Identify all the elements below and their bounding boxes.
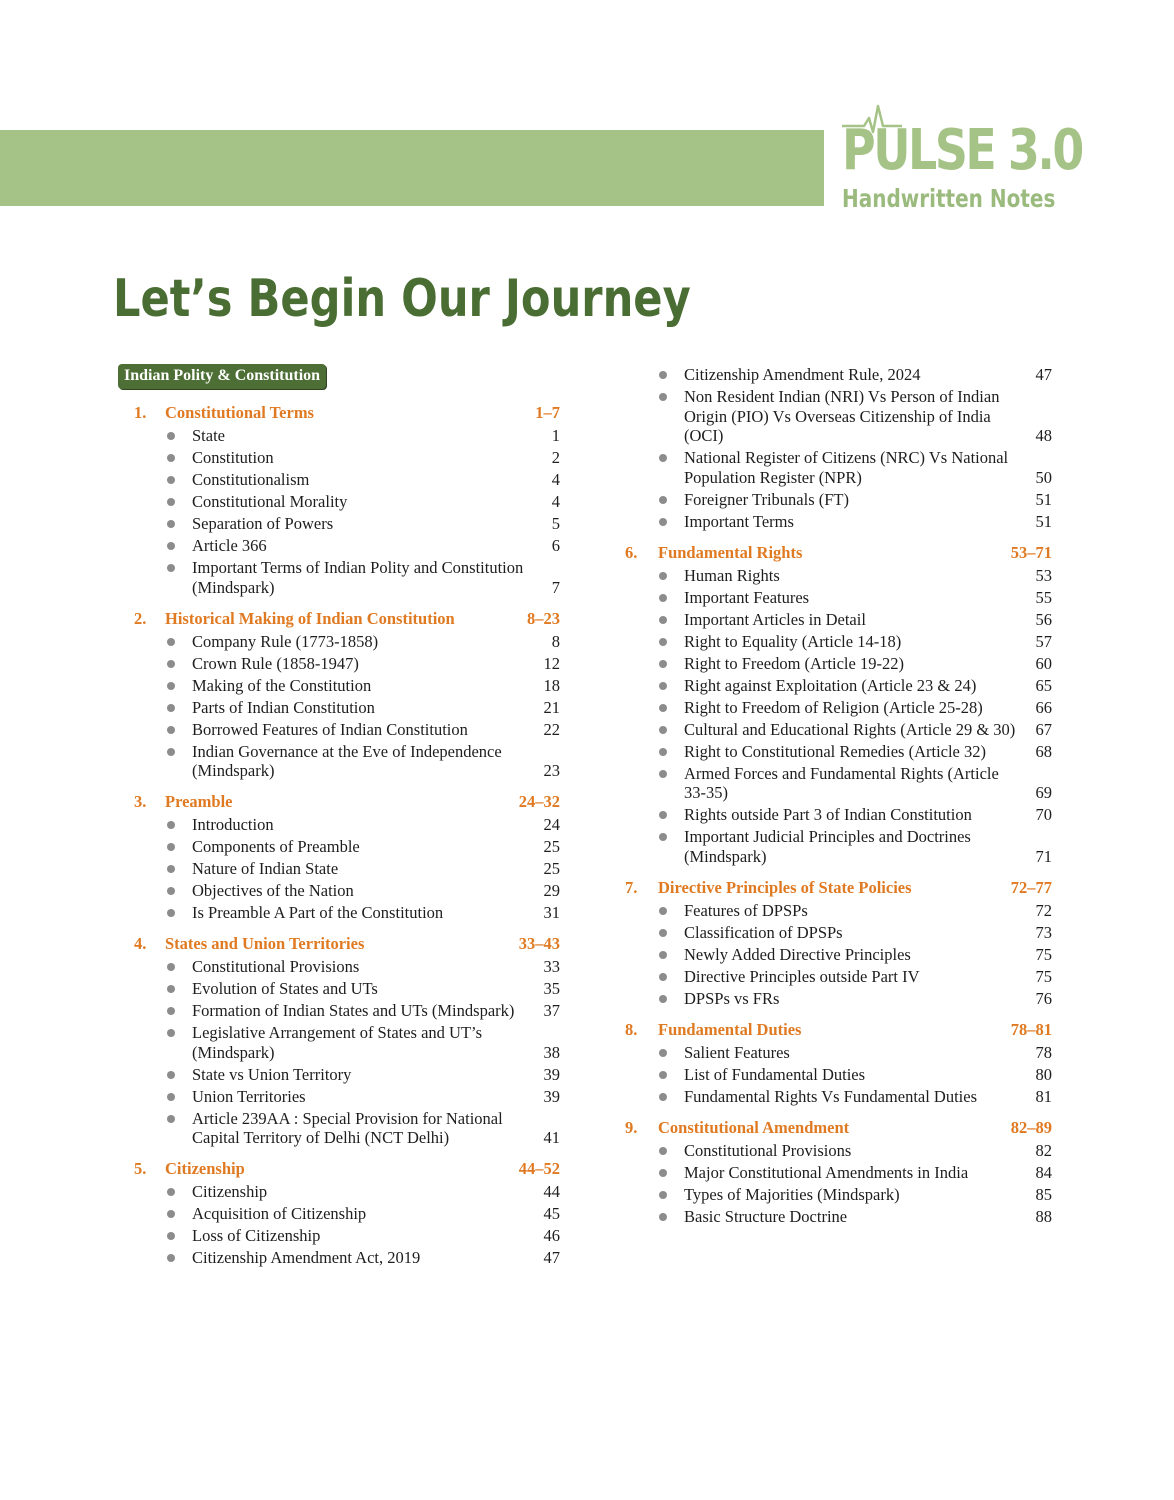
topic-title: DPSPs vs FRs (684, 988, 780, 1008)
page-title: Let’s Begin Our Journey (113, 269, 691, 329)
toc-topic[interactable] (625, 1206, 1052, 1228)
topic-title: Constitutionalism (192, 470, 310, 489)
chapter-pages: 1–7 (535, 403, 560, 422)
toc-topic[interactable] (625, 609, 1052, 631)
bullet-icon (167, 454, 175, 462)
toc-chapter[interactable] (625, 878, 1052, 897)
bullet-icon (167, 498, 175, 506)
chapter-title: Citizenship (165, 1159, 245, 1178)
topic-title: Crown Rule (1858-1947) (192, 653, 359, 673)
bullet-icon (167, 1071, 175, 1079)
toc-topic[interactable] (625, 1140, 1052, 1162)
topic-title: Constitutional Morality (192, 492, 348, 511)
topic-title: Important Terms of Indian Polity and Constitution (Mindspark) (192, 558, 524, 597)
toc-topic[interactable] (625, 1042, 1052, 1064)
bullet-icon (659, 1049, 667, 1057)
toc-topic[interactable] (118, 1022, 560, 1064)
topic-title: Salient Features (684, 1042, 790, 1062)
toc-chapter[interactable] (118, 934, 560, 953)
bullet-icon (167, 1093, 175, 1101)
topic-title: Right to Equality (Article 14-18) (684, 631, 902, 651)
toc-topic[interactable] (625, 900, 1052, 922)
topic-page: 75 (1035, 966, 1052, 986)
chapter-pages: 24–32 (518, 792, 560, 811)
topic-title: Separation of Powers (192, 514, 334, 533)
chapter-number: 5. (134, 1159, 147, 1178)
toc-topic[interactable] (625, 447, 1052, 489)
topic-page: 78 (1035, 1042, 1052, 1062)
bullet-icon (659, 995, 667, 1003)
bullet-icon (167, 887, 175, 895)
topic-page: 25 (543, 859, 560, 878)
topic-page: 33 (543, 957, 560, 976)
toc-topic[interactable] (118, 1203, 560, 1225)
toc-topic[interactable] (625, 653, 1052, 675)
topic-page: 48 (1035, 426, 1052, 445)
chapter-number: 2. (134, 608, 147, 628)
toc-chapter[interactable] (118, 792, 560, 811)
chapter-number: 9. (625, 1117, 638, 1137)
toc-topic[interactable] (118, 1064, 560, 1086)
toc-topic[interactable] (118, 858, 560, 880)
topic-page: 21 (543, 697, 560, 717)
bullet-icon (659, 371, 667, 379)
topic-title: Newly Added Directive Principles (684, 944, 911, 964)
bullet-icon (659, 572, 667, 580)
bullet-icon (167, 660, 175, 668)
toc-topic[interactable] (118, 880, 560, 902)
topic-page: 65 (1035, 675, 1052, 695)
bullet-icon (659, 833, 667, 841)
toc-topic[interactable] (625, 364, 1052, 386)
bullet-icon (659, 1213, 667, 1221)
topic-title: Constitutional Provisions (684, 1140, 852, 1160)
bullet-icon (659, 1191, 667, 1199)
bullet-icon (659, 726, 667, 734)
topic-page: 76 (1035, 988, 1052, 1008)
topic-page: 35 (543, 979, 560, 998)
toc-topic[interactable] (625, 826, 1052, 868)
bullet-icon (659, 704, 667, 712)
topic-page: 7 (551, 577, 560, 597)
topic-title: Right to Constitutional Remedies (Article 32) (684, 741, 987, 761)
bullet-icon (659, 1071, 667, 1079)
bullet-icon (167, 985, 175, 993)
toc-topic[interactable] (118, 491, 560, 513)
topic-title: Right against Exploitation (Article 23 & 24) (684, 675, 977, 695)
toc-topic[interactable] (118, 697, 560, 719)
topic-title: Cultural and Educational Rights (Article 29 & 30) (684, 719, 1016, 739)
toc-topic[interactable] (118, 1000, 560, 1022)
toc-topic[interactable] (118, 978, 560, 1000)
topic-page: 81 (1035, 1086, 1052, 1106)
topic-title: Loss of Citizenship (192, 1226, 321, 1245)
chapter-number: 1. (134, 403, 147, 422)
toc-topic[interactable] (118, 836, 560, 858)
bullet-icon (167, 726, 175, 734)
toc-topic[interactable] (625, 1162, 1052, 1184)
toc-topic[interactable] (118, 675, 560, 697)
brand-subtitle: Handwritten Notes (842, 184, 1056, 213)
topic-page: 85 (1035, 1184, 1052, 1204)
topic-page: 24 (543, 815, 560, 834)
topic-title: Human Rights (684, 565, 780, 585)
chapter-pages: 8–23 (527, 608, 560, 628)
bullet-icon (167, 1007, 175, 1015)
topic-title: Right to Freedom (Article 19-22) (684, 653, 904, 673)
toc-topic[interactable] (118, 653, 560, 675)
topic-title: Features of DPSPs (684, 900, 808, 920)
bullet-icon (659, 951, 667, 959)
topic-page: 53 (1035, 565, 1052, 585)
topic-title: Classification of DPSPs (684, 922, 843, 942)
bullet-icon (167, 963, 175, 971)
toc-column-right (625, 364, 1052, 1228)
topic-title: Company Rule (1773-1858) (192, 631, 379, 651)
topic-page: 68 (1035, 741, 1052, 761)
bullet-icon (659, 638, 667, 646)
bullet-icon (167, 520, 175, 528)
topic-title: Formation of Indian States and UTs (Mindspark) (192, 1001, 515, 1020)
chapter-title: Constitutional Terms (165, 403, 314, 422)
chapter-title: Constitutional Amendment (658, 1117, 850, 1137)
bullet-icon (167, 909, 175, 917)
toc-chapter[interactable] (625, 543, 1052, 562)
bullet-icon (659, 454, 667, 462)
bullet-icon (659, 660, 667, 668)
chapter-pages: 44–52 (518, 1159, 560, 1178)
bullet-icon (659, 811, 667, 819)
chapter-pages: 82–89 (1010, 1117, 1052, 1137)
bullet-icon (167, 682, 175, 690)
topic-page: 46 (543, 1226, 560, 1245)
topic-title: Objectives of the Nation (192, 881, 354, 900)
topic-page: 2 (551, 448, 560, 467)
toc-topic[interactable] (118, 447, 560, 469)
topic-title: Citizenship (192, 1182, 268, 1201)
topic-page: 1 (551, 426, 560, 445)
topic-page: 29 (543, 881, 560, 900)
bullet-icon (659, 929, 667, 937)
topic-page: 18 (543, 675, 560, 695)
topic-title: Citizenship Amendment Rule, 2024 (684, 365, 921, 384)
chapter-pages: 72–77 (1010, 877, 1052, 897)
toc-topic[interactable] (118, 513, 560, 535)
topic-page: 75 (1035, 944, 1052, 964)
topic-page: 70 (1035, 805, 1052, 824)
toc-chapter[interactable] (118, 403, 560, 422)
topic-page: 73 (1035, 922, 1052, 942)
toc-topic[interactable] (118, 535, 560, 557)
header-banner (0, 130, 824, 206)
bullet-icon (659, 682, 667, 690)
toc-topic[interactable] (118, 741, 560, 783)
topic-title: Important Terms (684, 511, 794, 531)
toc-topic[interactable] (625, 966, 1052, 988)
toc-topic[interactable] (118, 814, 560, 836)
toc-topic[interactable] (118, 557, 560, 599)
bullet-icon (659, 748, 667, 756)
topic-title: Borrowed Features of Indian Constitution (192, 719, 468, 739)
topic-title: Parts of Indian Constitution (192, 697, 375, 717)
toc-topic[interactable] (118, 956, 560, 978)
toc-topic[interactable] (118, 631, 560, 653)
topic-page: 23 (543, 761, 560, 780)
toc-column-left (118, 364, 560, 1269)
toc-chapter[interactable] (118, 609, 560, 628)
subject-tag: Indian Polity & Constitution (118, 364, 326, 389)
topic-page: 50 (1035, 467, 1052, 487)
bullet-icon (659, 973, 667, 981)
topic-page: 25 (543, 837, 560, 856)
topic-title: Important Articles in Detail (684, 609, 866, 629)
topic-page: 39 (543, 1086, 560, 1106)
topic-title: Rights outside Part 3 of Indian Constitution (684, 805, 972, 824)
topic-title: Acquisition of Citizenship (192, 1204, 367, 1223)
toc-topic[interactable] (625, 1064, 1052, 1086)
bullet-icon (167, 564, 175, 572)
toc-topic[interactable] (625, 1184, 1052, 1206)
topic-page: 51 (1035, 511, 1052, 531)
bullet-icon (167, 1232, 175, 1240)
bullet-icon (167, 748, 175, 756)
topic-page: 67 (1035, 719, 1052, 739)
bullet-icon (167, 1188, 175, 1196)
topic-page: 60 (1035, 653, 1052, 673)
topic-title: State vs Union Territory (192, 1064, 352, 1084)
bullet-icon (167, 1210, 175, 1218)
toc-topic[interactable] (118, 469, 560, 491)
bullet-icon (659, 1169, 667, 1177)
bullet-icon (659, 594, 667, 602)
toc-topic[interactable] (625, 631, 1052, 653)
topic-page: 45 (543, 1204, 560, 1223)
topic-page: 88 (1035, 1206, 1052, 1226)
topic-title: Legislative Arrangement of States and UT’s (Mindspark) (192, 1023, 483, 1062)
topic-page: 12 (543, 653, 560, 673)
toc-topic[interactable] (118, 1225, 560, 1247)
toc-topic[interactable] (625, 922, 1052, 944)
bullet-icon (167, 432, 175, 440)
topic-title: Union Territories (192, 1086, 306, 1106)
bullet-icon (659, 616, 667, 624)
chapter-number: 3. (134, 792, 147, 811)
toc-chapter[interactable] (118, 1159, 560, 1178)
topic-page: 31 (543, 903, 560, 922)
chapter-title: Directive Principles of State Policies (658, 877, 912, 897)
chapter-number: 4. (134, 934, 147, 953)
bullet-icon (167, 542, 175, 550)
topic-page: 6 (551, 536, 560, 555)
topic-title: Important Features (684, 587, 810, 607)
toc-topic[interactable] (625, 763, 1052, 805)
chapter-pages: 33–43 (518, 934, 560, 953)
bullet-icon (167, 1029, 175, 1037)
topic-page: 8 (551, 631, 560, 651)
topic-page: 22 (543, 719, 560, 739)
topic-page: 80 (1035, 1064, 1052, 1084)
topic-page: 47 (1035, 365, 1052, 384)
topic-title: Types of Majorities (Mindspark) (684, 1184, 900, 1204)
topic-title: Article 366 (192, 536, 267, 555)
topic-title: Basic Structure Doctrine (684, 1206, 848, 1226)
toc-topic[interactable] (625, 1086, 1052, 1108)
topic-title: Armed Forces and Fundamental Rights (Article 33-35) (684, 763, 999, 802)
topic-title: Foreigner Tribunals (FT) (684, 489, 849, 509)
topic-page: 82 (1035, 1140, 1052, 1160)
toc-topic[interactable] (118, 719, 560, 741)
toc-topic[interactable] (118, 1086, 560, 1108)
toc-topic[interactable] (625, 511, 1052, 533)
chapter-number: 6. (625, 542, 638, 562)
topic-page: 4 (551, 492, 560, 511)
chapter-title: Fundamental Rights (658, 542, 803, 562)
chapter-pages: 78–81 (1010, 1019, 1052, 1039)
topic-page: 39 (543, 1064, 560, 1084)
topic-title: Citizenship Amendment Act, 2019 (192, 1248, 421, 1267)
topic-title: Article 239AA : Special Provision for National Capital Territory of Delhi (NCT Delhi) (192, 1108, 503, 1147)
bullet-icon (659, 1093, 667, 1101)
toc-topic[interactable] (118, 902, 560, 924)
topic-title: Introduction (192, 815, 274, 834)
chapter-title: Historical Making of Indian Constitution (165, 608, 455, 628)
toc-topic[interactable] (118, 425, 560, 447)
toc-chapter[interactable] (625, 1118, 1052, 1137)
chapter-title: States and Union Territories (165, 934, 365, 953)
toc-topic[interactable] (625, 719, 1052, 741)
toc-topic[interactable] (118, 1247, 560, 1269)
toc-topic[interactable] (118, 1181, 560, 1203)
topic-page: 51 (1035, 489, 1052, 509)
bullet-icon (659, 496, 667, 504)
topic-page: 66 (1035, 697, 1052, 717)
bullet-icon (167, 638, 175, 646)
topic-title: Nature of Indian State (192, 859, 339, 878)
bullet-icon (167, 821, 175, 829)
topic-title: Fundamental Rights Vs Fundamental Duties (684, 1086, 978, 1106)
bullet-icon (659, 907, 667, 915)
topic-title: Making of the Constitution (192, 675, 372, 695)
topic-page: 84 (1035, 1162, 1052, 1182)
bullet-icon (659, 1147, 667, 1155)
chapter-title: Fundamental Duties (658, 1019, 802, 1039)
topic-page: 69 (1035, 783, 1052, 802)
toc-topic[interactable] (625, 587, 1052, 609)
bullet-icon (659, 770, 667, 778)
topic-page: 38 (543, 1042, 560, 1062)
bullet-icon (167, 865, 175, 873)
chapter-number: 7. (625, 877, 638, 897)
toc-topic[interactable] (625, 697, 1052, 719)
topic-page: 4 (551, 470, 560, 489)
topic-title: State (192, 426, 225, 445)
topic-title: Directive Principles outside Part IV (684, 966, 920, 986)
topic-page: 5 (551, 514, 560, 533)
topic-title: Constitution (192, 448, 274, 467)
topic-page: 41 (543, 1128, 560, 1147)
toc-chapter[interactable] (625, 1020, 1052, 1039)
bullet-icon (167, 704, 175, 712)
topic-title: Non Resident Indian (NRI) Vs Person of Indian Origin (PIO) Vs Overseas Citizenship of India (OCI) (684, 387, 1000, 445)
topic-page: 56 (1035, 609, 1052, 629)
bullet-icon (167, 843, 175, 851)
bullet-icon (659, 393, 667, 401)
topic-page: 57 (1035, 631, 1052, 651)
bullet-icon (167, 1115, 175, 1123)
chapter-number: 8. (625, 1019, 638, 1039)
topic-title: Important Judicial Principles and Doctrines (Mindspark) (684, 827, 971, 866)
topic-title: Right to Freedom of Religion (Article 25-28) (684, 697, 983, 717)
bullet-icon (659, 518, 667, 526)
toc-topic[interactable] (625, 565, 1052, 587)
topic-title: Constitutional Provisions (192, 957, 360, 976)
topic-title: Is Preamble A Part of the Constitution (192, 903, 444, 922)
toc-topic[interactable] (625, 988, 1052, 1010)
toc-topic[interactable] (625, 675, 1052, 697)
brand-name: PULSE 3.0 (842, 118, 1082, 183)
topic-page: 44 (543, 1182, 560, 1201)
toc-topic[interactable] (625, 386, 1052, 447)
topic-page: 37 (543, 1001, 560, 1020)
topic-page: 47 (543, 1248, 560, 1267)
topic-title: Indian Governance at the Eve of Independence (Mindspark) (192, 741, 502, 780)
toc-topic[interactable] (625, 741, 1052, 763)
toc-topic[interactable] (625, 489, 1052, 511)
chapter-pages: 53–71 (1010, 542, 1052, 562)
chapter-title: Preamble (165, 792, 233, 811)
bullet-icon (167, 476, 175, 484)
topic-title: National Register of Citizens (NRC) Vs National Population Register (NPR) (684, 448, 1009, 487)
bullet-icon (167, 1254, 175, 1262)
topic-title: Major Constitutional Amendments in India (684, 1162, 969, 1182)
topic-page: 71 (1035, 846, 1052, 866)
toc-topic[interactable] (118, 1108, 560, 1150)
toc-topic[interactable] (625, 944, 1052, 966)
topic-title: List of Fundamental Duties (684, 1064, 866, 1084)
toc-topic[interactable] (625, 804, 1052, 826)
topic-title: Components of Preamble (192, 837, 360, 856)
topic-title: Evolution of States and UTs (192, 979, 378, 998)
topic-page: 72 (1035, 900, 1052, 920)
topic-page: 55 (1035, 587, 1052, 607)
